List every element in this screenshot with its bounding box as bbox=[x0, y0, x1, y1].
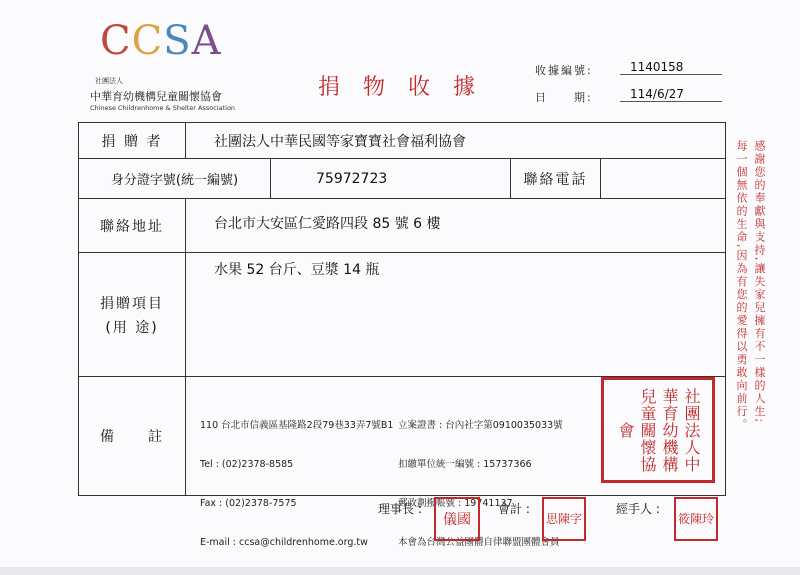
remark-email: E-mail : ccsa@childrenhome.org.tw bbox=[200, 537, 368, 548]
remark-tax-id: 扣繳單位統一編號 : 15737366 bbox=[398, 459, 532, 470]
donor-label: 捐 贈 者 bbox=[79, 123, 186, 158]
address-value: 台北市大安區仁愛路四段 85 號 6 樓 bbox=[214, 216, 441, 232]
chair-label: 理事長 : bbox=[378, 502, 422, 516]
logo-org-name: 中華育幼機構兒童關懷協會 bbox=[90, 90, 222, 103]
row-donor bbox=[79, 123, 725, 159]
receipt-number-value: 1140158 bbox=[620, 60, 722, 75]
remark-license: 立案證書 : 台內社字第0910035033號 bbox=[398, 420, 563, 431]
logo-prefix: 社團法人 bbox=[95, 77, 123, 85]
thanks-col-2: 每一個無依的生命,因為有您的愛得以勇敢向前行。 bbox=[735, 140, 748, 432]
org-seal: 社團法人中華育幼機構兒童關懷協會 bbox=[601, 377, 715, 483]
items-label-line1: 捐贈項目 bbox=[100, 295, 164, 312]
remark-registration bbox=[398, 393, 563, 575]
handler-label: 經手人 : bbox=[616, 502, 660, 516]
receipt-date bbox=[535, 87, 684, 105]
id-label: 身分證字號(統一編號) bbox=[79, 159, 271, 198]
receipt-number-label: 收據編號: bbox=[535, 64, 593, 77]
accountant-seal: 思陳字 bbox=[542, 497, 586, 541]
logo-org-name-en: Chinese Childrenhome & Shelter Association bbox=[90, 104, 236, 112]
handler-seal: 筱陳玲 bbox=[674, 497, 718, 541]
remark-address: 110 台北市信義區基隆路2段79巷33弄7號B1 bbox=[200, 420, 394, 431]
remark-fax: Fax : (02)2378-7575 bbox=[200, 498, 297, 509]
row-address bbox=[79, 199, 725, 253]
address-label: 聯絡地址 bbox=[79, 199, 186, 252]
row-id bbox=[79, 159, 725, 199]
chair-seal: 儀國 bbox=[434, 497, 480, 541]
receipt-date-value: 114/6/27 bbox=[620, 87, 722, 102]
remark-postal: 郵政劃撥帳號 : 19741137 bbox=[398, 498, 513, 509]
remark-contact bbox=[200, 393, 393, 575]
org-logo bbox=[90, 18, 265, 112]
receipt-number bbox=[535, 60, 684, 78]
donor-value: 社團法人中華民國等家寶寶社會福利協會 bbox=[214, 133, 466, 150]
remark-member: 本會為台灣公益團體自律聯盟團體會員 bbox=[398, 537, 560, 548]
thanks-col-1: 感謝您的奉獻與支持,讓失家兒擁有不一樣的人生; bbox=[753, 140, 766, 425]
items-value: 水果 52 台斤、豆漿 14 瓶 bbox=[214, 262, 380, 278]
logo-mark: CCSA bbox=[100, 18, 222, 64]
accountant-label: 會計 : bbox=[498, 502, 530, 516]
phone-value bbox=[601, 159, 725, 198]
items-label-line2: (用 途) bbox=[105, 319, 159, 336]
id-value: 75972723 bbox=[271, 159, 511, 198]
row-items bbox=[79, 253, 725, 377]
items-label bbox=[79, 253, 186, 376]
remark-tel: Tel : (02)2378-8585 bbox=[200, 459, 294, 470]
page-title: 捐 物 收 據 bbox=[318, 75, 483, 100]
remark-label: 備 註 bbox=[79, 377, 186, 495]
phone-label: 聯絡電話 bbox=[511, 159, 601, 198]
receipt-date-label: 日 期: bbox=[535, 91, 593, 104]
